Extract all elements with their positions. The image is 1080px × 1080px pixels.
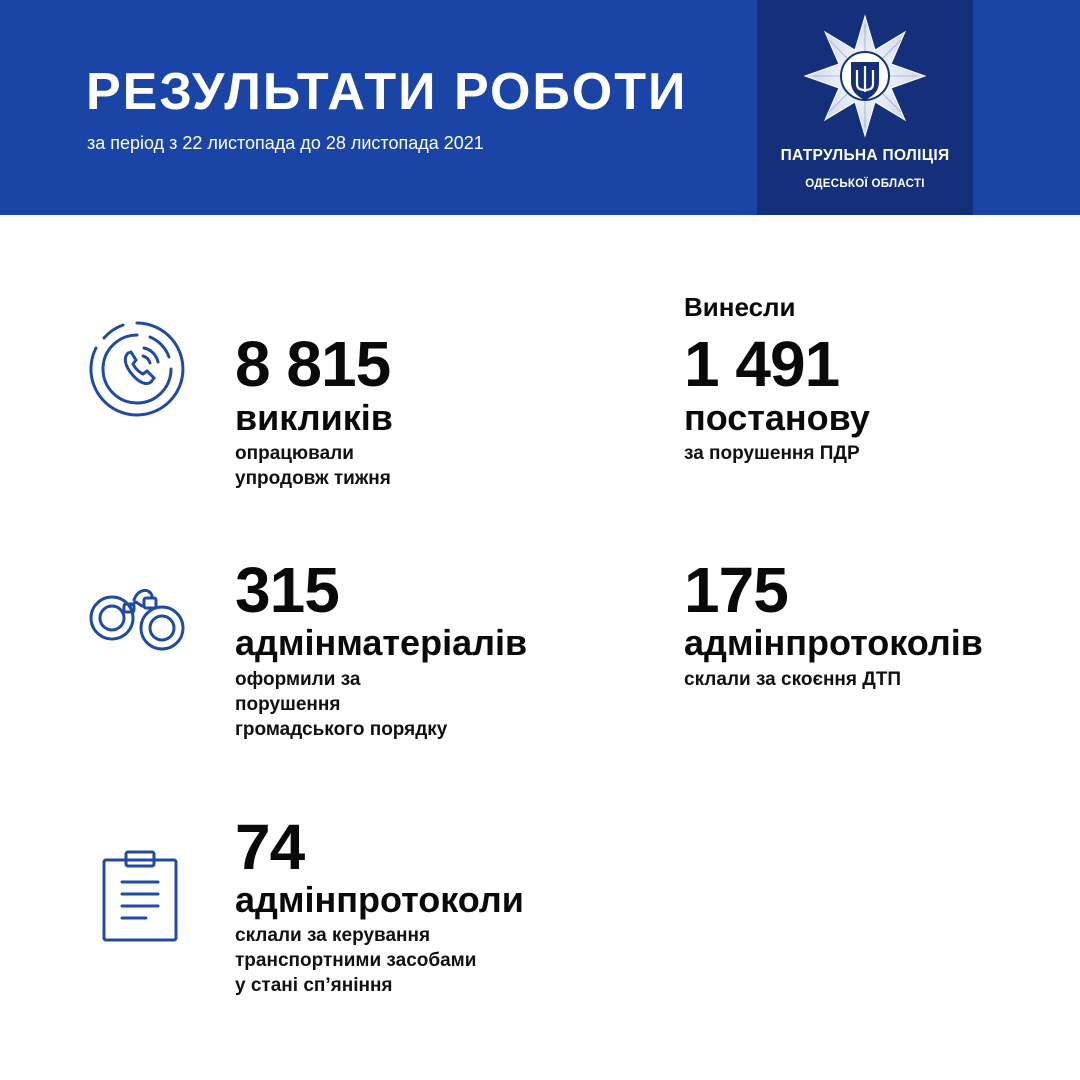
- calls-description: опрацювали упродовж тижня: [235, 443, 391, 489]
- page-title: РЕЗУЛЬТАТИ РОБОТИ: [86, 63, 688, 121]
- header-banner: [0, 0, 1080, 215]
- admin-materials-unit: адмінматеріалів: [235, 622, 528, 663]
- accident-protocols-value: 175: [684, 554, 788, 626]
- resolutions-unit: постанову: [684, 397, 870, 438]
- drunk-protocols-unit: адмінпротоколи: [235, 879, 524, 920]
- logo-region: ОДЕСЬКОЇ ОБЛАСТІ: [805, 178, 925, 190]
- handcuffs-icon: [86, 578, 190, 658]
- admin-materials-value: 315: [235, 554, 339, 626]
- calls-value: 8 815: [235, 328, 391, 400]
- admin-materials-description: оформили за порушення громадського порядку: [235, 669, 448, 740]
- calls-unit: викликів: [235, 397, 393, 438]
- drunk-protocols-value: 74: [235, 811, 305, 883]
- drunk-protocols-description: склали за керування транспортними засобами у стані сп’яніння: [235, 925, 477, 996]
- resolutions-lead: Винесли: [684, 292, 796, 322]
- period-subtitle: за період з 22 листопада до 28 листопада 2021: [87, 133, 484, 153]
- accident-protocols-description: склали за скоєння ДТП: [684, 669, 902, 690]
- phone-call-icon: [88, 320, 186, 418]
- police-logo: [757, 0, 973, 215]
- resolutions-description: за порушення ПДР: [684, 443, 860, 464]
- clipboard-icon: [100, 848, 180, 944]
- accident-protocols-unit: адмінпротоколів: [684, 622, 983, 663]
- resolutions-value: 1 491: [684, 328, 840, 400]
- police-star-trident-icon: [801, 12, 929, 140]
- logo-title: ПАТРУЛЬНА ПОЛІЦІЯ: [780, 147, 950, 164]
